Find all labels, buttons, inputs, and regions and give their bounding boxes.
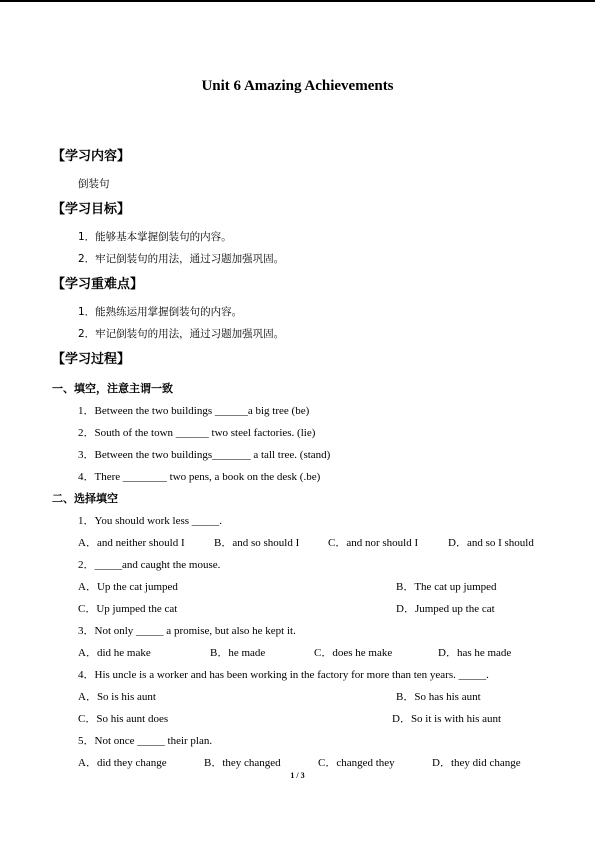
option: A．So is his aunt — [78, 691, 156, 703]
option: D．Jumped up the cat — [396, 603, 495, 615]
option: C．Up jumped the cat — [78, 603, 178, 615]
heading-goals: 【学习目标】 — [52, 202, 131, 217]
question-stem: 5．Not once _____ their plan. — [78, 735, 213, 747]
question-stem: 3．Not only _____ a promise, but also he kept it. — [78, 625, 296, 637]
option: B．they changed — [204, 757, 281, 769]
document-title: Unit 6 Amazing Achievements — [201, 78, 394, 94]
option: C．does he make — [314, 647, 393, 659]
page-number: 1 / 3 — [290, 771, 305, 780]
option: A．and neither should I — [78, 537, 185, 549]
fill-item: 4．There ________ two pens, a book on the desk (.be) — [78, 471, 321, 483]
option: B．he made — [210, 647, 266, 659]
fill-item: 3．Between the two buildings_______ a tall tree. (stand) — [78, 449, 331, 461]
heading-content: 【学习内容】 — [52, 149, 131, 164]
option: C．changed they — [318, 757, 395, 769]
goal-item: 2．牢记倒装句的用法，通过习题加强巩固。 — [78, 253, 285, 265]
keypoint-item: 1．能熟练运用掌握倒装句的内容。 — [78, 306, 243, 318]
fill-item: 1．Between the two buildings ______a big tree (be) — [78, 405, 310, 417]
goal-item: 1．能够基本掌握倒装句的内容。 — [78, 231, 232, 243]
option: D．has he made — [438, 647, 512, 659]
question-stem: 1．You should work less _____. — [78, 515, 223, 527]
heading-process: 【学习过程】 — [52, 352, 131, 367]
question-stem: 2．_____and caught the mouse. — [78, 559, 221, 571]
option: C．and nor should I — [328, 537, 419, 549]
keypoint-item: 2．牢记倒装句的用法，通过习题加强巩固。 — [78, 328, 285, 340]
option: B．So has his aunt — [396, 691, 481, 703]
top-rule — [0, 0, 595, 2]
option: A．Up the cat jumped — [78, 581, 178, 593]
question-stem: 4．His uncle is a worker and has been working in the factory for more than ten years. _____. — [78, 669, 489, 681]
fill-item: 2．South of the town ______ two steel factories. (lie) — [78, 427, 316, 439]
option: C．So his aunt does — [78, 713, 169, 725]
option: D．and so I should — [448, 537, 534, 549]
option: D．they did change — [432, 757, 521, 769]
part1-title: 一、填空，注意主谓一致 — [52, 382, 173, 395]
option: A．did he make — [78, 647, 151, 659]
content-text: 倒装句 — [78, 178, 110, 190]
option: A．did they change — [78, 757, 167, 769]
option: D．So it is with his aunt — [392, 713, 502, 725]
option: B．and so should I — [214, 537, 300, 549]
option: B．The cat up jumped — [396, 581, 497, 593]
heading-keypoints: 【学习重难点】 — [52, 277, 144, 292]
part2-title: 二、选择填空 — [52, 492, 118, 505]
